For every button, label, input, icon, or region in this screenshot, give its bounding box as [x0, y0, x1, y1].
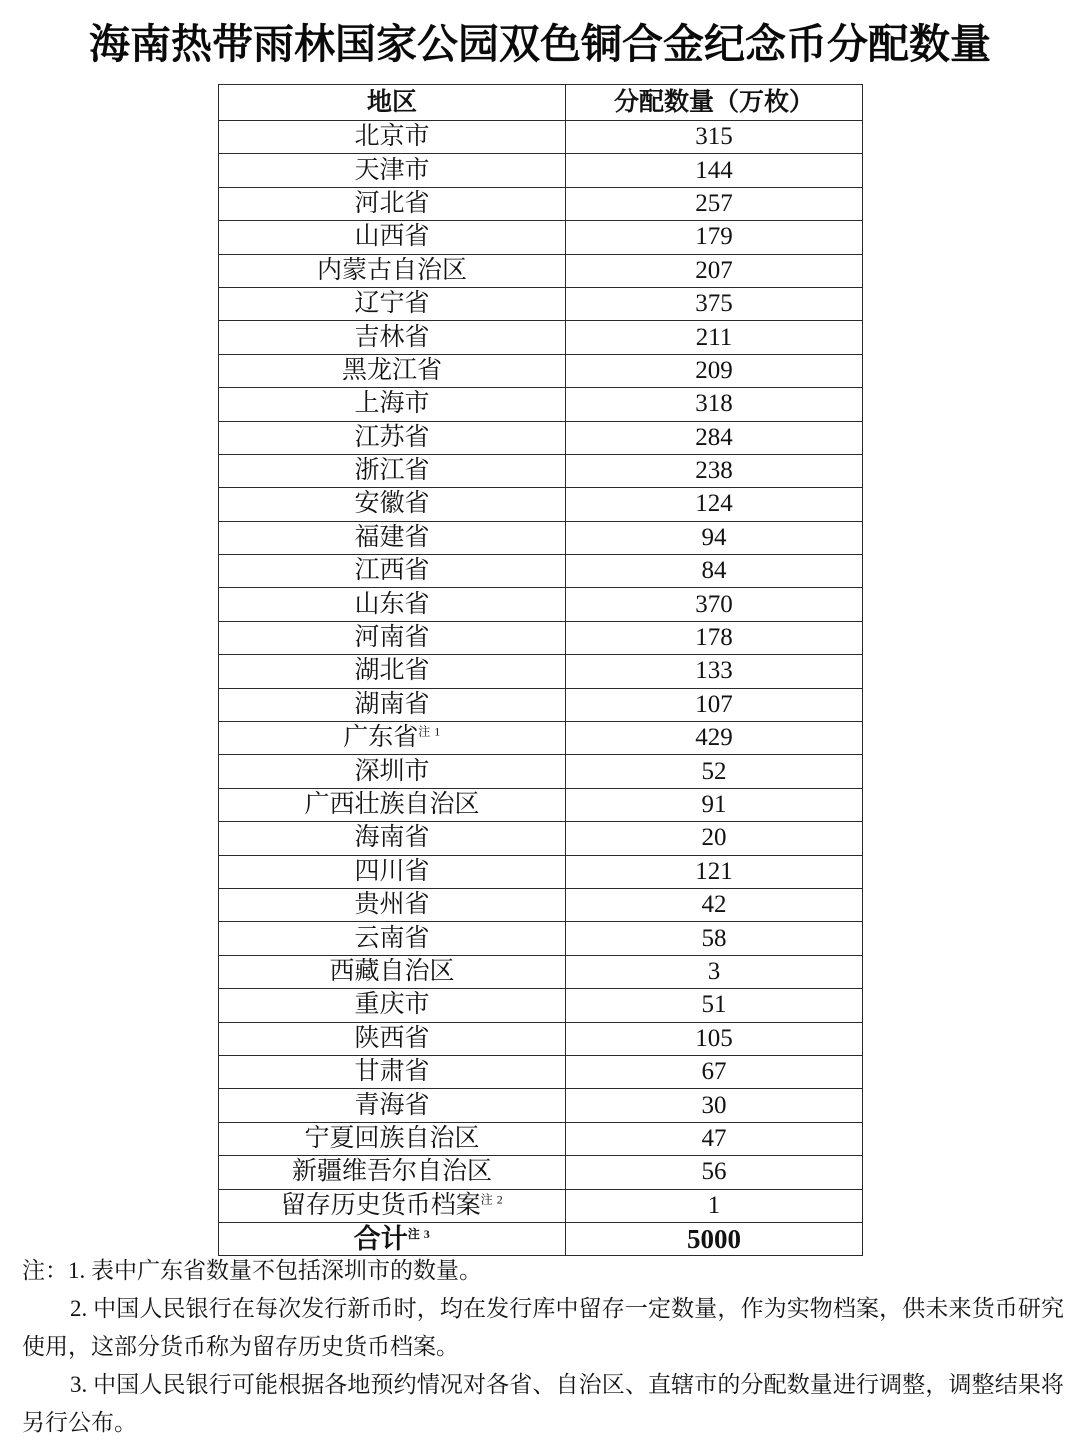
allocation-table: [218, 84, 863, 1256]
amount-cell: 370: [566, 588, 863, 621]
amount-cell: 375: [566, 287, 863, 320]
region-cell: [219, 1156, 566, 1189]
table-row: [219, 254, 863, 287]
table-row: [219, 287, 863, 320]
footnote-marker: 注 1: [418, 724, 441, 739]
region-cell: [219, 621, 566, 654]
amount-cell: 20: [566, 822, 863, 855]
region-label: 河南省: [354, 624, 430, 652]
table-row: [219, 521, 863, 554]
table-row: [219, 454, 863, 487]
region-label: 陕西省: [354, 1024, 430, 1052]
amount-cell: 207: [566, 254, 863, 287]
amount-cell: 429: [566, 722, 863, 755]
footnote-marker: 注 3: [407, 1227, 431, 1242]
region-cell: [219, 1122, 566, 1155]
region-label: 合计: [353, 1224, 408, 1255]
region-label: 甘肃省: [354, 1058, 430, 1086]
region-label: 安徽省: [354, 490, 430, 518]
region-label: 广东省: [343, 724, 419, 752]
table-row: [219, 788, 863, 821]
table-row: [219, 1156, 863, 1189]
region-label: 湖北省: [354, 657, 430, 685]
amount-cell: 178: [566, 621, 863, 654]
table-row: [219, 755, 863, 788]
table-row: [219, 1055, 863, 1088]
region-cell: [219, 1089, 566, 1122]
table-row: [219, 1189, 863, 1222]
total-amount-cell: 5000: [566, 1222, 863, 1255]
table-total-row: [219, 1222, 863, 1255]
region-label: 留存历史货币档案: [280, 1191, 481, 1219]
region-cell: [219, 1022, 566, 1055]
region-label: 西藏自治区: [329, 957, 455, 985]
table-row: [219, 321, 863, 354]
region-cell: [219, 421, 566, 454]
region-label: 天津市: [354, 156, 430, 184]
amount-cell: 105: [566, 1022, 863, 1055]
region-cell: [219, 154, 566, 187]
region-cell: [219, 955, 566, 988]
column-header-amount: 分配数量（万枚）: [566, 85, 863, 121]
region-cell: [219, 254, 566, 287]
table-row: [219, 621, 863, 654]
region-label: 山西省: [354, 223, 430, 251]
table-row: [219, 488, 863, 521]
table-header: [219, 85, 863, 121]
region-label: 上海市: [354, 390, 430, 418]
total-label-cell: [219, 1222, 566, 1255]
table-row: [219, 1089, 863, 1122]
table-row: [219, 888, 863, 921]
page-title: 海南热带雨林国家公园双色铜合金纪念币分配数量: [89, 21, 991, 67]
table-row: [219, 655, 863, 688]
footnotes: [22, 1252, 1064, 1442]
region-cell: [219, 922, 566, 955]
amount-cell: 1: [566, 1189, 863, 1222]
amount-cell: 121: [566, 855, 863, 888]
amount-cell: 144: [566, 154, 863, 187]
region-cell: [219, 755, 566, 788]
region-cell: [219, 221, 566, 254]
region-label: 福建省: [354, 523, 430, 551]
amount-cell: 257: [566, 187, 863, 220]
table-row: [219, 388, 863, 421]
amount-cell: 91: [566, 788, 863, 821]
region-cell: [219, 688, 566, 721]
amount-cell: 124: [566, 488, 863, 521]
amount-cell: 318: [566, 388, 863, 421]
table-row: [219, 555, 863, 588]
region-label: 山东省: [354, 590, 430, 618]
region-cell: [219, 121, 566, 154]
table-row: [219, 421, 863, 454]
region-cell: [219, 588, 566, 621]
region-label: 北京市: [354, 123, 430, 151]
amount-cell: 94: [566, 521, 863, 554]
table-row: [219, 922, 863, 955]
region-label: 湖南省: [354, 690, 430, 718]
table-row: [219, 822, 863, 855]
region-cell: [219, 1189, 566, 1222]
amount-cell: 84: [566, 555, 863, 588]
amount-cell: 284: [566, 421, 863, 454]
region-label: 云南省: [354, 924, 430, 952]
region-cell: [219, 287, 566, 320]
region-cell: [219, 555, 566, 588]
region-label: 河北省: [354, 189, 430, 217]
table-header-row: [219, 85, 863, 121]
table-row: [219, 1122, 863, 1155]
region-label: 辽宁省: [354, 290, 430, 318]
amount-cell: 107: [566, 688, 863, 721]
amount-cell: 67: [566, 1055, 863, 1088]
region-cell: [219, 888, 566, 921]
region-label: 重庆市: [354, 991, 430, 1019]
table-row: [219, 989, 863, 1022]
table-body: [219, 121, 863, 1256]
region-cell: [219, 521, 566, 554]
amount-cell: 3: [566, 955, 863, 988]
amount-cell: 30: [566, 1089, 863, 1122]
region-cell: [219, 989, 566, 1022]
table-row: [219, 1022, 863, 1055]
region-label: 海南省: [354, 824, 430, 852]
region-label: 青海省: [354, 1091, 430, 1119]
region-cell: [219, 321, 566, 354]
table-row: [219, 588, 863, 621]
region-cell: [219, 788, 566, 821]
region-label: 新疆维吾尔自治区: [291, 1158, 492, 1186]
amount-cell: 47: [566, 1122, 863, 1155]
table-row: [219, 955, 863, 988]
region-cell: [219, 1055, 566, 1088]
region-cell: [219, 354, 566, 387]
region-label: 江苏省: [354, 423, 430, 451]
table-row: [219, 855, 863, 888]
allocation-table-container: [218, 84, 862, 1256]
table-row: [219, 722, 863, 755]
table-row: [219, 187, 863, 220]
region-cell: [219, 454, 566, 487]
region-cell: [219, 388, 566, 421]
amount-cell: 51: [566, 989, 863, 1022]
table-row: [219, 154, 863, 187]
footnote-1: 注：1. 表中广东省数量不包括深圳市的数量。: [22, 1258, 482, 1283]
amount-cell: 58: [566, 922, 863, 955]
amount-cell: 56: [566, 1156, 863, 1189]
region-label: 黑龙江省: [341, 356, 442, 384]
region-cell: [219, 855, 566, 888]
amount-cell: 133: [566, 655, 863, 688]
region-label: 吉林省: [354, 323, 430, 351]
amount-cell: 209: [566, 354, 863, 387]
region-label: 广西壮族自治区: [304, 791, 480, 818]
region-cell: [219, 187, 566, 220]
region-cell: [219, 655, 566, 688]
footnote-marker: 注 2: [480, 1192, 504, 1207]
region-cell: [219, 722, 566, 755]
amount-cell: 179: [566, 221, 863, 254]
table-row: [219, 354, 863, 387]
region-label: 深圳市: [354, 757, 430, 785]
region-label: 贵州省: [354, 891, 430, 919]
table-row: [219, 221, 863, 254]
amount-cell: 238: [566, 454, 863, 487]
column-header-region: 地区: [219, 85, 566, 121]
amount-cell: 211: [566, 321, 863, 354]
footnote-3: 3. 中国人民银行可能根据各地预约情况对各省、自治区、直辖市的分配数量进行调整，调整结果将另行公布。: [22, 1372, 1064, 1435]
footnote-2: 2. 中国人民银行在每次发行新币时，均在发行库中留存一定数量，作为实物档案，供未来货币研究使用，这部分货币称为留存历史货币档案。: [22, 1296, 1064, 1359]
region-cell: [219, 822, 566, 855]
region-label: 江西省: [354, 557, 430, 585]
region-label: 内蒙古自治区: [316, 256, 467, 284]
region-label: 浙江省: [354, 457, 430, 485]
table-row: [219, 121, 863, 154]
amount-cell: 52: [566, 755, 863, 788]
amount-cell: 42: [566, 888, 863, 921]
table-row: [219, 688, 863, 721]
region-cell: [219, 488, 566, 521]
region-label: 宁夏回族自治区: [304, 1124, 480, 1152]
amount-cell: 315: [566, 121, 863, 154]
region-label: 四川省: [354, 857, 430, 885]
